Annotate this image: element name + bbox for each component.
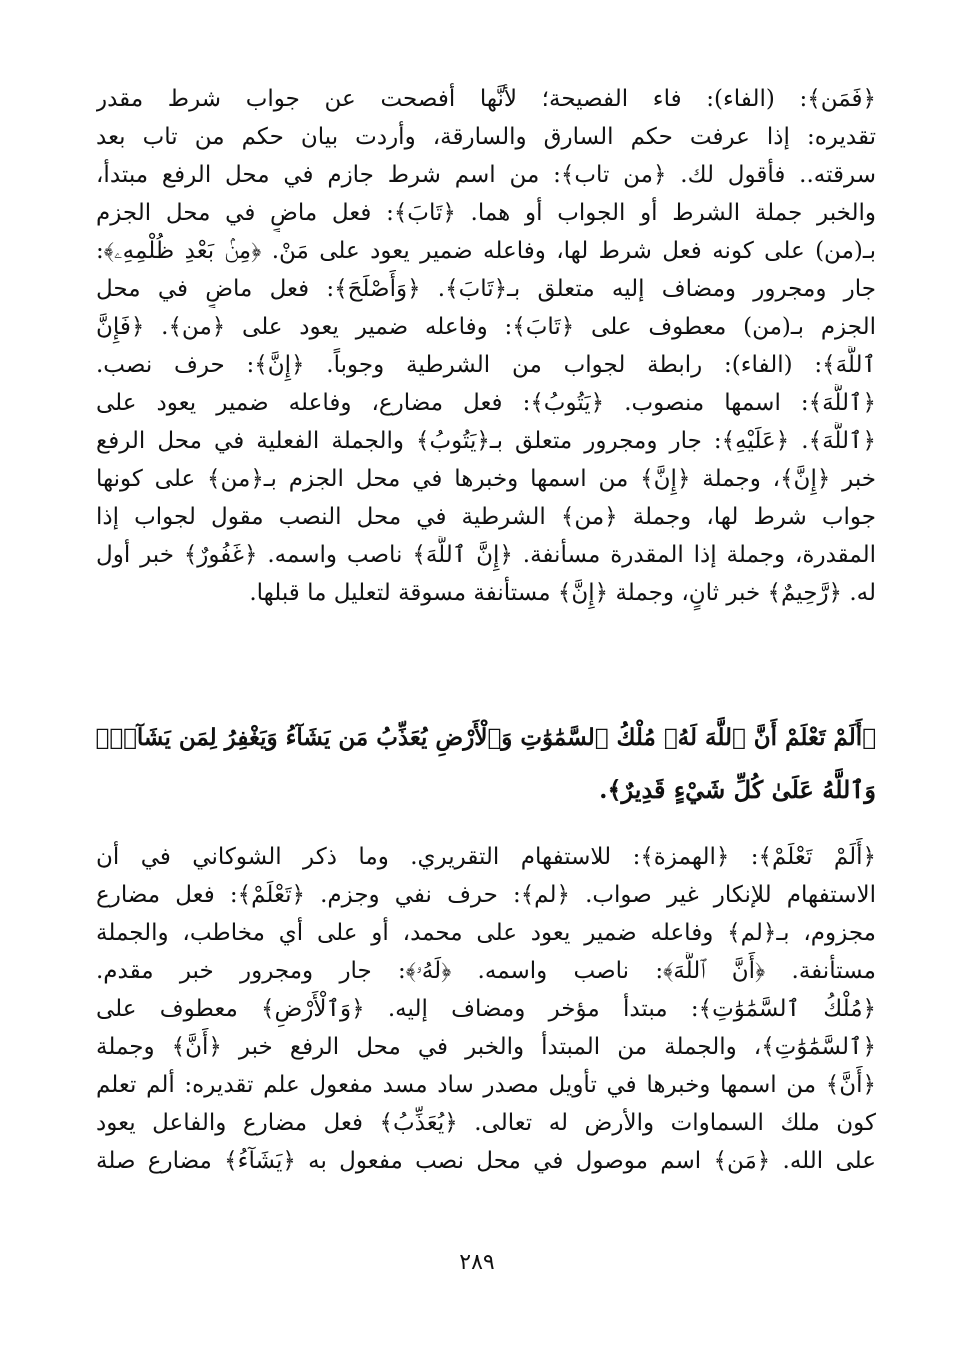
verse-line: ﴿أَلَمْ تَعْلَمْ أَنَّ ٱللَّهَ لَهُۥ مُلْكُ ٱلسَّمَٰوَٰتِ وَٱلْأَرْضِ يُعَذِّبُ مَن يَشَآءُ وَيَغْفِرُ لِمَن يَشَآءُۗ bbox=[96, 724, 876, 751]
text-line: ﴿أَنَّ﴾ من اسمها وخبرها في تأويل مصدر ساد مسد مفعول علم تقديره: ألم تعلم bbox=[96, 1072, 876, 1098]
text-line: مستأنفة. ﴿أَنَّ ٱللَّهَ﴾: ناصب واسمه. ﴿لَهُۥ﴾: جار ومجرور خبر مقدم. bbox=[96, 958, 876, 984]
text-line: كون ملك السماوات والأرض له تعالى. ﴿يُعَذِّبُ﴾ فعل مضارع والفاعل يعود bbox=[96, 1110, 876, 1136]
text-line: سرقته.. فأقول لك. ﴿من تاب﴾: من اسم شرط جازم في محل الرفع مبتدأ، bbox=[96, 162, 876, 188]
page-number: ٢٨٩ bbox=[459, 1250, 495, 1275]
commentary-paragraph-1 bbox=[96, 80, 876, 612]
text-line: جار ومجرور ومضاف إليه متعلق بـ﴿تَابَ﴾. ﴿وَأَصْلَحَ﴾: فعل ماضٍ في محل bbox=[96, 276, 876, 302]
text-line: مجزوم، بـ﴿لم﴾ وفاعله ضمير يعود على محمد، أو على أي مخاطب، والجملة bbox=[96, 920, 876, 946]
verse-line: وَٱللَّهُ عَلَىٰ كُلِّ شَيْءٍ قَدِيرٌ﴾. bbox=[599, 775, 876, 804]
text-line: الجزم بـ(من) معطوف على ﴿تَابَ﴾: وفاعله ضمير يعود على ﴿من﴾. ﴿فَإِنَّ bbox=[96, 314, 876, 340]
text-line: تقديره: إذا عرفت حكم السارق والسارقة، وأردت بيان حكم من تاب بعد bbox=[96, 124, 876, 150]
text-line: ﴿أَلَمْ تَعْلَمْ﴾: ﴿الهمزة﴾: للاستفهام التقريري. وما ذكر الشوكاني في أن bbox=[96, 844, 876, 870]
text-line: له. ﴿رَّحِيمٌ﴾ خبر ثانٍ، وجملة ﴿إِنَّ﴾ مستأنفة مسوقة لتعليل ما قبلها. bbox=[249, 580, 876, 606]
text-line: جواب شرط لها، وجملة ﴿من﴾ الشرطية في محل النصب مقول لجواب إذا bbox=[96, 504, 876, 530]
text-line: على الله. ﴿مَن﴾ اسم موصول في محل نصب مفعول به ﴿يَشَآءُ﴾ مضارع صلة bbox=[96, 1148, 876, 1174]
text-line: والخبر جملة الشرط أو الجواب أو هما. ﴿تَابَ﴾: فعل ماضٍ في محل الجزم bbox=[96, 200, 876, 226]
quran-verse bbox=[96, 712, 876, 816]
text-line: بـ(من) على كونه فعل شرط لها، وفاعله ضمير يعود على مَنْ. ﴿مِنۢ بَعْدِ ظُلْمِهِۦ﴾: bbox=[96, 238, 876, 264]
text-line: ﴿ٱلسَّمَٰوَٰتِ﴾، والجملة من المبتدأ والخبر في محل الرفع خبر ﴿أَنَّ﴾ وجملة bbox=[96, 1034, 876, 1060]
commentary-paragraph-2 bbox=[96, 838, 876, 1180]
text-line: ﴿ٱللَّهَ﴾. ﴿عَلَيْهِ﴾: جار ومجرور متعلق بـ﴿يَتُوبُ﴾ والجملة الفعلية في محل الرفع bbox=[96, 428, 876, 454]
text-line: المقدرة، وجملة إذا المقدرة مسأنفة. ﴿إِنَّ ٱللَّهَ﴾ ناصب واسمه. ﴿غَفُورٌ﴾ خبر أول bbox=[96, 542, 876, 568]
text-line: ﴿ٱللَّهَ﴾: اسمها منصوب. ﴿يَتُوبُ﴾: فعل مضارع، وفاعله ضمير يعود على bbox=[96, 390, 876, 416]
text-line: ﴿فَمَن﴾: (الفاء): فاء الفصيحة؛ لأنَّها أفصحت عن جواب شرط مقدر bbox=[96, 86, 876, 112]
text-line: خبر ﴿إِنَّ﴾، وجملة ﴿إِنَّ﴾ من اسمها وخبرها في محل الجزم بـ﴿من﴾ على كونها bbox=[96, 466, 876, 492]
text-line: ٱللَّهَ﴾: (الفاء): رابطة لجواب من الشرطية وجوباً. ﴿إِنَّ﴾: حرف نصب. bbox=[96, 352, 876, 378]
text-line: ﴿مُلْكُ ٱلسَّمَٰوَٰتِ﴾: مبتدأ مؤخر ومضاف إليه. ﴿وَٱلْأَرْضِ﴾ معطوف على bbox=[96, 996, 876, 1022]
text-line: الاستفهام للإنكار غير صواب. ﴿لم﴾: حرف نفي وجزم. ﴿تَعْلَمْ﴾: فعل مضارع bbox=[96, 882, 876, 908]
